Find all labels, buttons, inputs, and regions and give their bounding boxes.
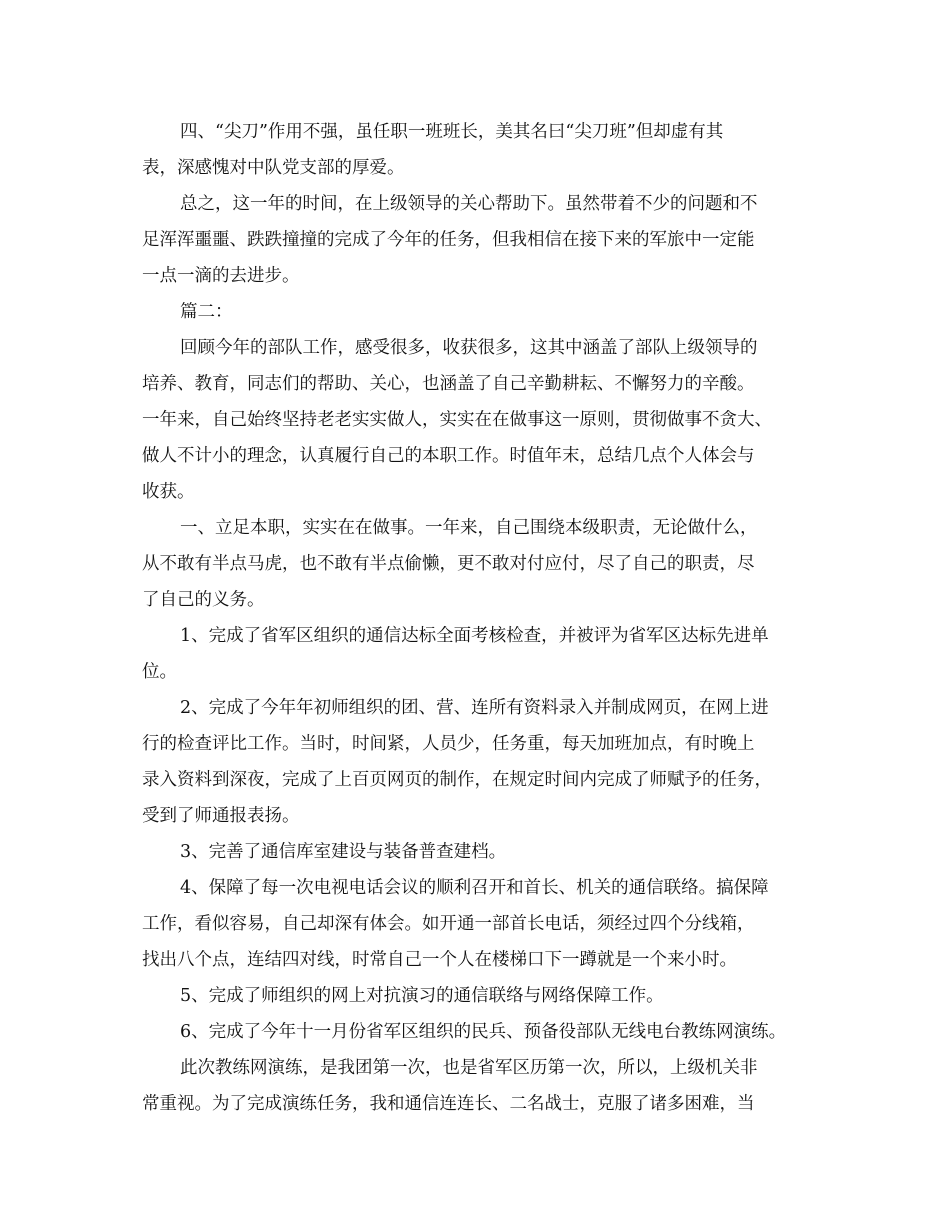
text-line: 四、“尖刀”作用不强，虽任职一班班长，美其名曰“尖刀班”但却虚有其 [180,122,724,142]
text-line: 收获。 [142,482,195,502]
text-line: 录入资料到深夜，完成了上百页网页的制作，在规定时间内完成了师赋予的任务， [142,770,772,790]
text-line: 工作，看似容易，自己却深有体会。如开通一部首长电话，须经过四个分线箱， [142,914,755,934]
text-line: 回顾今年的部队工作，感受很多，收获很多，这其中涵盖了部队上级领导的 [180,338,758,358]
text-line: 从不敢有半点马虎，也不敢有半点偷懒，更不敢对付应付，尽了自己的职责，尽 [142,554,755,574]
text-line: 培养、教育，同志们的帮助、关心，也涵盖了自己辛勤耕耘、不懈努力的辛酸。 [142,374,755,394]
text-line: 受到了师通报表扬。 [142,806,300,826]
text-line: 1、完成了省军区组织的通信达标全面考核检查，并被评为省军区达标先进单 [180,626,769,646]
text-line: 找出八个点，连结四对线，时常自己一个人在楼梯口下一蹲就是一个来小时。 [142,950,737,970]
text-line: 一、立足本职，实实在在做事。一年来，自己围绕本级职责，无论做什么， [180,518,758,538]
text-line: 位。 [142,662,177,682]
text-line: 5、完成了师组织的网上对抗演习的通信联络与网络保障工作。 [180,986,664,1006]
text-line: 6、完成了今年十一月份省军区组织的民兵、预备役部队无线电台教练网演练。 [180,1022,787,1042]
text-line: 3、完善了通信库室建设与装备普查建档。 [180,842,507,862]
text-line: 行的检查评比工作。当时，时间紧，人员少，任务重，每天加班加点，有时晚上 [142,734,755,754]
text-line: 做人不计小的理念，认真履行自己的本职工作。时值年末，总结几点个人体会与 [142,446,755,466]
text-line: 此次教练网演练，是我团第一次，也是省军区历第一次，所以，上级机关非 [180,1058,758,1078]
text-line: 一年来，自己始终坚持老老实实做人，实实在在做事这一原则，贯彻做事不贪大、 [142,410,772,430]
text-line: 4、保障了每一次电视电话会议的顺利召开和首长、机关的通信联络。搞保障 [180,878,769,898]
text-line: 常重视。为了完成演练任务，我和通信连连长、二名战士，克服了诸多困难，当 [142,1094,755,1114]
text-line: 了自己的义务。 [142,590,265,610]
section-heading: 篇二： [180,302,233,322]
text-line: 2、完成了今年年初师组织的团、营、连所有资料录入并制成网页，在网上进 [180,698,769,718]
text-line: 总之，这一年的时间，在上级领导的关心帮助下。虽然带着不少的问题和不 [180,194,758,214]
text-line: 足浑浑噩噩、跌跌撞撞的完成了今年的任务，但我相信在接下来的军旅中一定能 [142,230,755,250]
text-line: 一点一滴的去进步。 [142,266,300,286]
text-line: 表，深感愧对中队党支部的厚爱。 [142,158,405,178]
